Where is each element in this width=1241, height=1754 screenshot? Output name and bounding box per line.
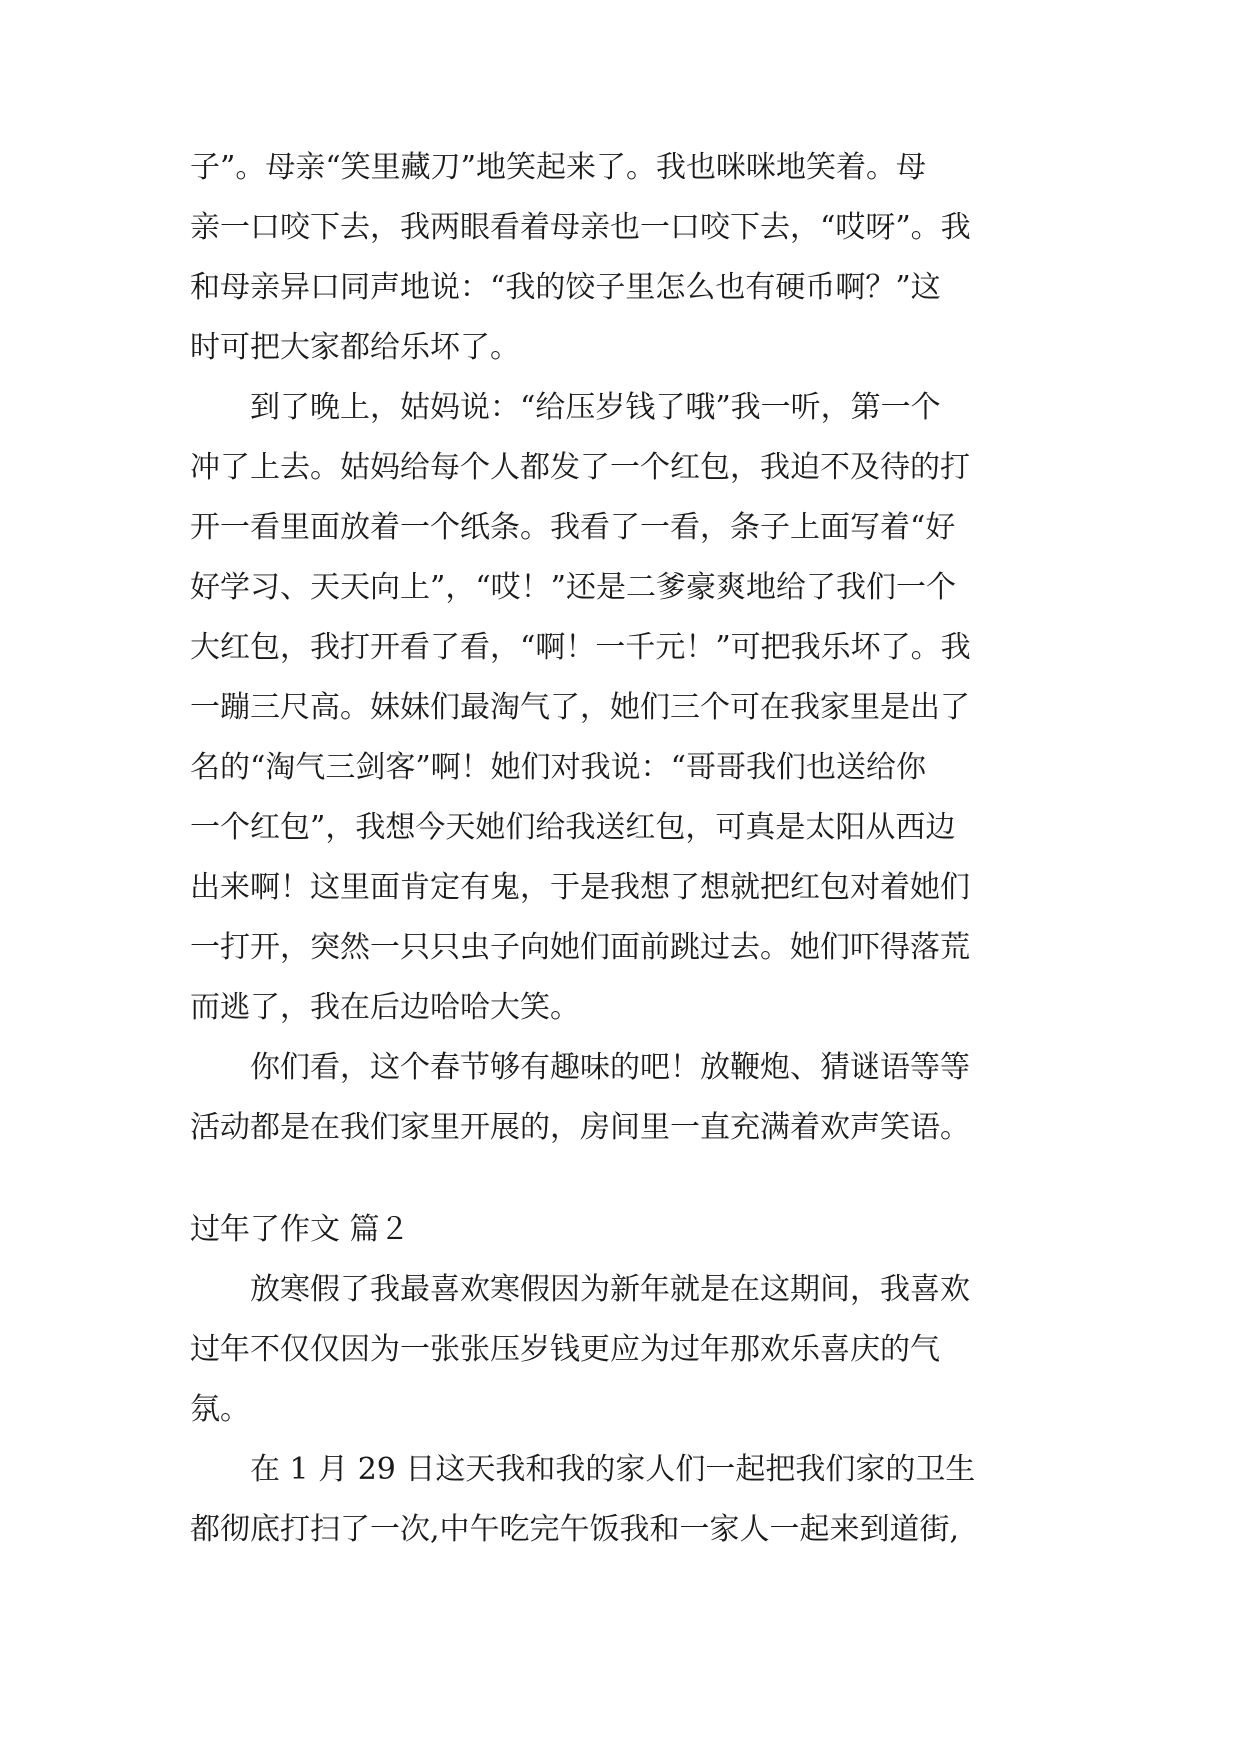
text-line: 时可把大家都给乐坏了。 xyxy=(190,330,520,365)
text-line: 过年不仅仅因为一张张压岁钱更应为过年那欢乐喜庆的气 xyxy=(190,1332,940,1367)
section-heading: 过年了作文 篇２ xyxy=(190,1212,410,1247)
text-line: 放寒假了我最喜欢寒假因为新年就是在这期间，我喜欢 xyxy=(190,1272,970,1307)
text-line: 和母亲异口同声地说：“我的饺子里怎么也有硬币啊？”这 xyxy=(190,270,941,305)
text-line: 你们看，这个春节够有趣味的吧！放鞭炮、猜谜语等等 xyxy=(190,1050,970,1085)
text-line: 一蹦三尺高。妹妹们最淘气了，她们三个可在我家里是出了 xyxy=(190,690,970,725)
text-line: 好学习、天天向上”，“哎！”还是二爹豪爽地给了我们一个 xyxy=(190,570,957,605)
text-line: 活动都是在我们家里开展的，房间里一直充满着欢声笑语。 xyxy=(190,1110,970,1145)
text-line: 都彻底打扫了一次,中午吃完午饭我和一家人一起来到道街, xyxy=(190,1512,960,1547)
text-line: 氛。 xyxy=(190,1392,250,1427)
text-line: 一个红包”，我想今天她们给我送红包，可真是太阳从西边 xyxy=(190,810,956,845)
text-line: 亲一口咬下去，我两眼看着母亲也一口咬下去，“哎呀”。我 xyxy=(190,210,971,245)
text-line: 出来啊！这里面肯定有鬼，于是我想了想就把红包对着她们 xyxy=(190,870,970,905)
text-line: 到了晚上，姑妈说：“给压岁钱了哦”我一听，第一个 xyxy=(190,390,941,425)
text-line: 开一看里面放着一个纸条。我看了一看，条子上面写着“好 xyxy=(190,510,956,545)
text-line: 而逃了，我在后边哈哈大笑。 xyxy=(190,990,580,1025)
text-line: 名的“淘气三剑客”啊！她们对我说：“哥哥我们也送给你 xyxy=(190,750,927,785)
text-line: 冲了上去。姑妈给每个人都发了一个红包，我迫不及待的打 xyxy=(190,450,970,485)
text-line: 一打开，突然一只只虫子向她们面前跳过去。她们吓得落荒 xyxy=(190,930,970,965)
text-line: 大红包，我打开看了看，“啊！一千元！”可把我乐坏了。我 xyxy=(190,630,971,665)
text-line: 子”。母亲“笑里藏刀”地笑起来了。我也咪咪地笑着。母 xyxy=(190,150,927,185)
text-line: 在 1 月 29 日这天我和我的家人们一起把我们家的卫生 xyxy=(190,1452,976,1487)
